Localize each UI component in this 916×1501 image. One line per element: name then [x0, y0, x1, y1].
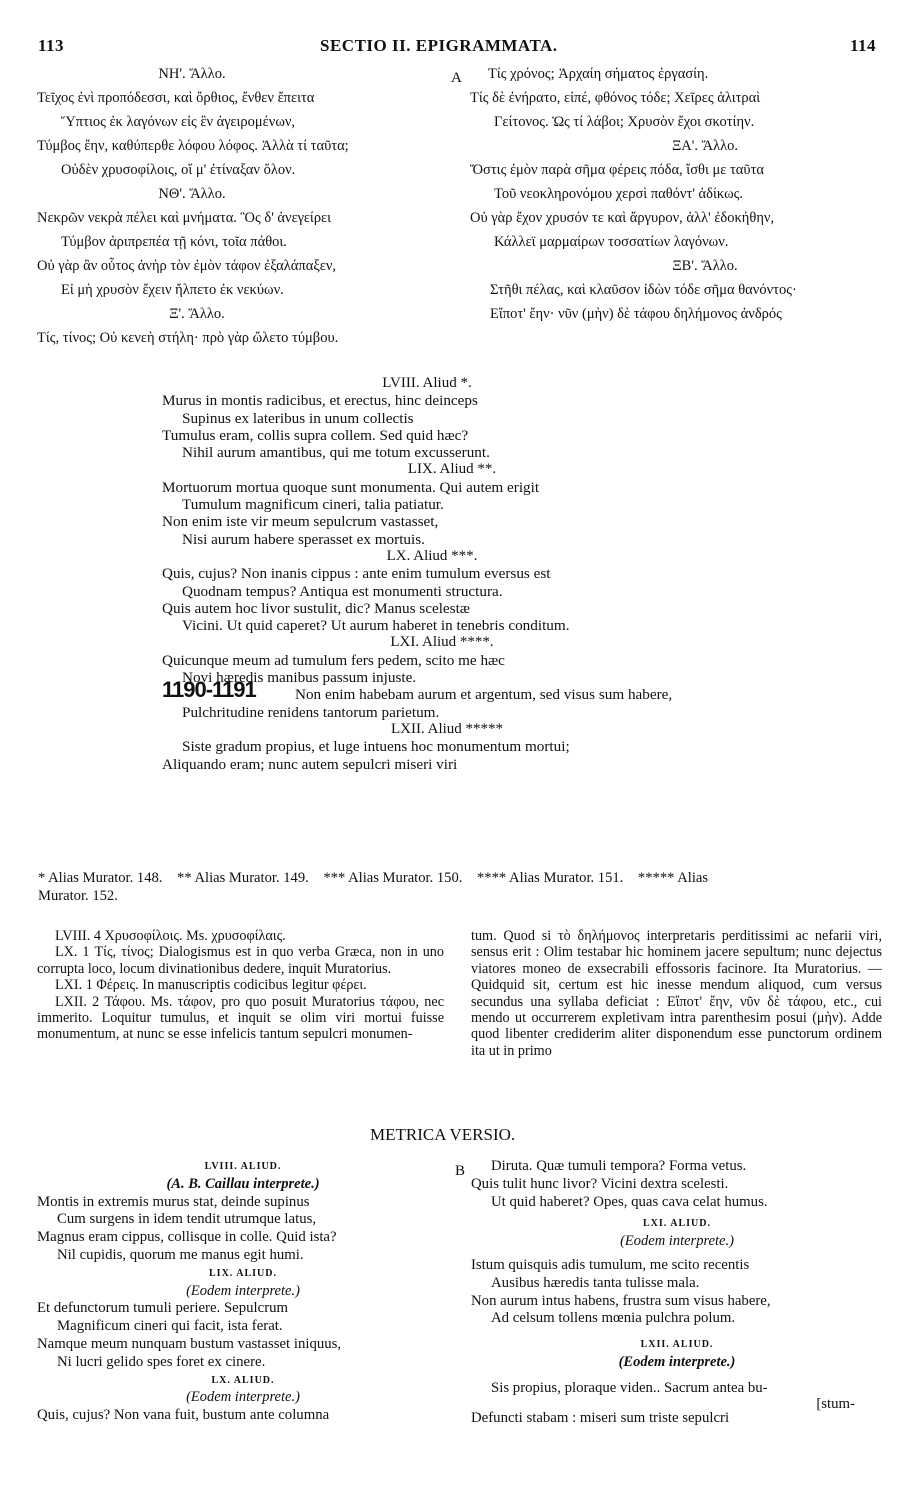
verse-line: Ut quid haberet? Opes, quas cava celat humus. [491, 1193, 768, 1210]
commentary-note: LXII. 2 Τάφου. Ms. τάφον, pro quo posuit Muratorius τάφου, nec immerito. Loquitur tumulus, et inquit se olim viri mortui fuisse monumentum, at nunc se esse infelicis tantum sepulcri monumen- [37, 993, 444, 1043]
latin-translation [162, 375, 902, 773]
latin-61-heading: LXI. Aliud ****. [390, 634, 494, 651]
verse-line: Τύμβον ἀριπρεπέα τῇ κόνι, τοῖα πάθοι. [61, 234, 287, 250]
verse-turnover: [stum- [816, 1395, 855, 1412]
margin-letter-b: B [455, 1163, 466, 1179]
verse-line: Magnus eram cippus, collisque in colle. Quid ista? [37, 1229, 337, 1246]
verse-line: Quis, cujus? Non inanis cippus : ante enim tumulum eversus est [162, 565, 551, 583]
margin-letter-a: A [451, 70, 462, 86]
verse-line: Tumulum magnificum cineri, talia patiatur. [182, 496, 444, 514]
verse-line: Vicini. Ut quid caperet? Ut aurum haberet in tenebris conditum. [182, 617, 570, 635]
latin-60-heading: LX. Aliud ***. [386, 547, 478, 564]
verse-line: Τοῦ νεοκληρονόμου χερσὶ παθόντ' ἀδίκως. [494, 186, 743, 202]
verse-line: Quis tulit hunc livor? Vicini dextra scelesti. [471, 1175, 729, 1192]
verse-line: Στῆθι πέλας, καὶ κλαῦσον ἰδὼν τόδε σῆμα θανόντος· [490, 282, 797, 298]
epigram-60-heading: Ξ'. Ἄλλο. [169, 306, 225, 322]
verse-line: Supinus ex lateribus in unum collectis [182, 409, 414, 427]
interpreter-note: (Eodem interprete.) [186, 1282, 300, 1299]
verse-line: Quis autem hoc livor sustulit, dic? Manus scelestæ [162, 599, 470, 617]
interpreter-note: (A. B. Caillau interprete.) [166, 1175, 320, 1192]
verse-line: Κάλλεϊ μαρμαίρων τοσσατίων λαγόνων. [494, 234, 729, 250]
verse-line: Ad celsum tollens mœnia pulchra polum. [491, 1310, 736, 1327]
verse-line: Pulchritudine renidens tantorum parietum. [182, 703, 440, 721]
greek-left-column [37, 62, 447, 350]
verse-line: Et defunctorum tumuli periere. Sepulcrum [37, 1300, 289, 1317]
verse-line: Nihil aurum amantibus, qui me totum excusserunt. [182, 444, 490, 462]
commentary-note: LXI. 1 Φέρεις. In manuscriptis codicibus legitur φέρει. [55, 977, 367, 994]
verse-line: Namque meum nunquam bustum vastasset iniquus, [37, 1335, 342, 1352]
verse-line: Τύμβος ἔην, καθύπερθε λόφου λόφος. Ἀλλὰ τί ταῦτα; [37, 138, 349, 154]
verse-line: Ὅστις ἐμὸν παρὰ σῆμα φέρεις πόδα, ἴσθι με ταῦτα [470, 162, 765, 178]
verse-line: Τίς δὲ ἐνήρατο, εἰπέ, φθόνος τόδε; Χεῖρες ἀλιτραὶ [470, 90, 761, 106]
footnotes [38, 870, 888, 905]
verse-line: Novi hæredis manibus passum injuste. [182, 669, 417, 687]
interpreter-note: (Eodem interprete.) [618, 1353, 736, 1370]
latin-62-heading: LXII. Aliud ***** [390, 720, 504, 737]
epigram-59-heading: ΝΘ'. Ἄλλο. [158, 186, 226, 202]
latin-59-heading: LIX. Aliud **. [407, 461, 497, 478]
running-title: SECTIO II. EPIGRAMMATA. [320, 36, 558, 55]
column-number: 1190-1191 [162, 677, 256, 703]
metrica-62-heading: LXII. ALIUD. [640, 1339, 714, 1351]
verse-line: Οὐδὲν χρυσοφίλοις, οἵ μ' ἐτίναξαν ὅλον. [61, 162, 296, 178]
verse-line: Quodnam tempus? Antiqua est monumenti structura. [182, 582, 503, 600]
commentary-right [471, 928, 882, 1059]
metrica-58-heading: LVIII. ALIUD. [204, 1161, 282, 1172]
verse-line: Mortuorum mortua quoque sunt monumenta. Qui autem erigit [162, 478, 540, 496]
verse-line: Γείτονος. Ὡς τί λάβοι; Χρυσὸν ἔχοι σκοτίην. [494, 114, 755, 130]
footnote-line: * Alias Murator. 148. ** Alias Murator. 149. *** Alias Murator. 150. **** Alias Murator. 151. ***** Alias [38, 870, 709, 886]
commentary-note: LX. 1 Τίς, τίνος; Dialogismus est in quo verba Græca, non in uno corrupta loco, locum divinationibus dedere, inquit Muratorius. [37, 944, 444, 977]
verse-line: Ni lucri gelido spes foret ex cinere. [57, 1353, 266, 1370]
greek-right-column [470, 62, 890, 326]
verse-line: Istum quisquis adis tumulum, me scito recentis [471, 1256, 750, 1273]
verse-line: Non aurum intus habens, frustra sum visus habere, [471, 1292, 771, 1309]
metrica-59-heading: LIX. ALIUD. [209, 1267, 277, 1279]
verse-line: Εἰ μὴ χρυσὸν ἔχειν ἤλπετο ἐκ νεκύων. [61, 282, 284, 298]
verse-line: Murus in montis radicibus, et erectus, hinc deinceps [162, 392, 478, 410]
verse-line: Aliquando eram; nunc autem sepulcri miseri viri [162, 755, 458, 773]
footnote-line: Murator. 152. [38, 887, 118, 904]
verse-line: Nil cupidis, quorum me manus egit humi. [57, 1246, 304, 1263]
verse-line: Οὐ γὰρ ἂν οὗτος ἀνὴρ τὸν ἐμὸν τάφον ἐξαλάπαξεν, [37, 258, 337, 274]
epigram-61-heading: ΞΑ'. Ἄλλο. [671, 138, 739, 154]
epigram-58-heading: ΝΗ'. Ἄλλο. [158, 66, 226, 82]
verse-text: Non enim habebam aurum et argentum, sed visus sum habere, [295, 686, 673, 704]
verse-line: Οὐ γὰρ ἔχον χρυσόν τε καὶ ἄργυρον, ἀλλ' ἐδοκήθην, [470, 210, 775, 226]
metrica-right-column [471, 1158, 883, 1427]
commentary-left [37, 928, 444, 1043]
verse-line: Cum surgens in idem tendit utrumque latus, [57, 1211, 317, 1228]
verse-line: Νεκρῶν νεκρὰ πέλει καὶ μνήματα. Ὃς δ' ἀνεγείρει [37, 210, 332, 226]
verse-line: Τεῖχος ἐνὶ προπόδεσσι, καὶ ὄρθιος, ἔνθεν ἔπειτα [37, 90, 315, 106]
verse-line: Quis, cujus? Non vana fuit, bustum ante columna [37, 1407, 330, 1424]
verse-line: Magnificum cineri qui facit, ista ferat. [57, 1318, 283, 1335]
page-number-left: 113 [38, 36, 65, 55]
commentary-note: tum. Quod si τὸ δηλήμονος interpretaris perditissimi ac nefarii viri, sensus erit : Olim testabar hic hominem jacere sepultum; nunc dejectus viatores moneo de exsecrabili effossoris facinore. Ita Muratorius. — Quidquid sit, certum est hic inesse mendum aliquod, cum versus secundus una syllaba deficiat : Εἴποτ' ἔην, νῦν δὲ τάφου, etc., cui mendo ut occurrerem expletivam intra parenthesim posui (μὴν). Adde quod libenter crediderim aliter disponendum esse punctorum ordinem ita ut in primo [471, 928, 882, 1059]
verse-line: Sis propius, ploraque viden.. Sacrum antea bu- [491, 1379, 768, 1396]
metrica-left-column [37, 1158, 449, 1425]
verse-line: Τίς χρόνος; Ἀρχαίη σήματος ἐργασίη. [488, 66, 709, 82]
metrica-title: METRICA VERSIO. [370, 1125, 516, 1144]
verse-line: Ὕπτιος ἐκ λαγόνων εἰς ἓν ἀγειρομένων, [61, 114, 296, 130]
verse-line: Ausibus hæredis tanta tulisse mala. [491, 1274, 700, 1291]
verse-line: Diruta. Quæ tumuli tempora? Forma vetus. [491, 1158, 747, 1174]
verse-line: Tumulus eram, collis supra collem. Sed quid hæc? [162, 426, 469, 444]
commentary-note: LVIII. 4 Χρυσοφίλοις. Ms. χρυσοφίλαις. [55, 928, 286, 944]
metrica-61-heading: LXI. ALIUD. [643, 1218, 711, 1230]
latin-58-heading: LVIII. Aliud *. [382, 375, 472, 391]
epigram-62-heading: ΞΒ'. Ἄλλο. [672, 258, 738, 274]
verse-line: Nisi aurum habere sperasset ex mortuis. [182, 530, 425, 548]
metrica-60-heading: LX. ALIUD. [211, 1374, 275, 1386]
interpreter-note: (Eodem interprete.) [620, 1233, 734, 1250]
verse-line: Εἴποτ' ἔην· νῦν (μὴν) δὲ τάφου δηλήμονος ἀνδρός [490, 306, 782, 322]
verse-line: Non enim iste vir meum sepulcrum vastasset, [162, 513, 439, 531]
verse-line: Quicunque meum ad tumulum fers pedem, scito me hæc [162, 651, 505, 669]
verse-line: Τίς, τίνος; Οὐ κενεὴ στήλη· πρὸ γὰρ ὤλετο τύμβου. [37, 330, 339, 346]
interpreter-note: (Eodem interprete.) [186, 1389, 300, 1406]
page-number-right: 114 [850, 36, 877, 55]
verse-line: Siste gradum propius, et luge intuens hoc monumentum mortui; [182, 738, 570, 756]
verse-line: Defuncti stabam : miseri sum triste sepulcri [471, 1409, 730, 1426]
verse-line: Montis in extremis murus stat, deinde supinus [37, 1193, 310, 1210]
